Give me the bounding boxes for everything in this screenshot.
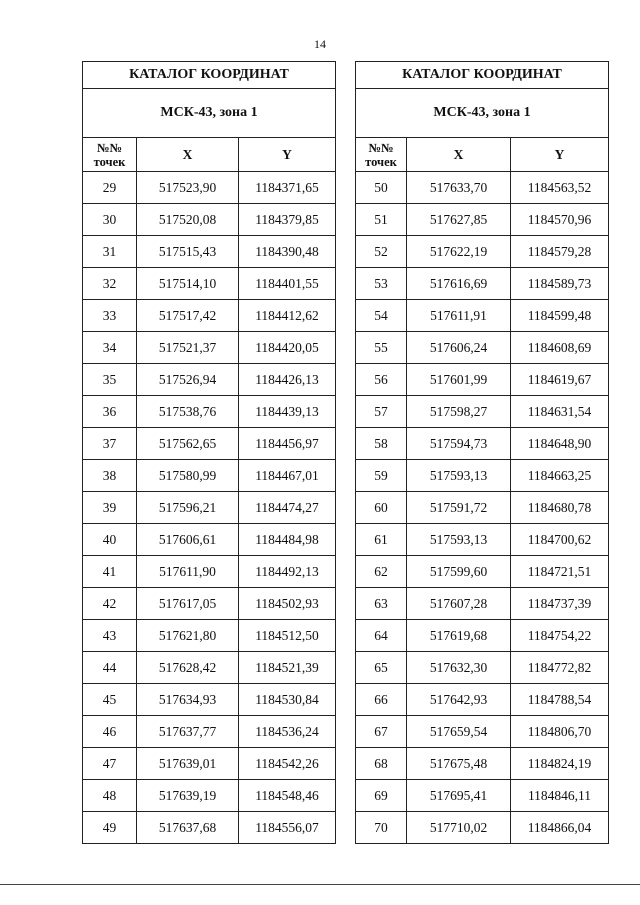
point-number-cell: 31 bbox=[83, 236, 137, 268]
y-coordinate-cell: 1184401,55 bbox=[239, 268, 336, 300]
point-number-cell: 70 bbox=[356, 812, 407, 844]
x-coordinate-cell: 517642,93 bbox=[407, 684, 511, 716]
point-number-cell: 60 bbox=[356, 492, 407, 524]
table-row bbox=[356, 812, 609, 844]
point-number-cell: 47 bbox=[83, 748, 137, 780]
y-coordinate-cell: 1184492,13 bbox=[239, 556, 336, 588]
table-row bbox=[356, 428, 609, 460]
coordinate-catalog-table-right bbox=[355, 61, 609, 844]
x-coordinate-cell: 517521,37 bbox=[137, 332, 239, 364]
point-number-cell: 43 bbox=[83, 620, 137, 652]
x-coordinate-cell: 517675,48 bbox=[407, 748, 511, 780]
point-number-cell: 64 bbox=[356, 620, 407, 652]
table-row bbox=[83, 300, 336, 332]
point-number-cell: 49 bbox=[83, 812, 137, 844]
y-coordinate-cell: 1184563,52 bbox=[511, 172, 609, 204]
point-number-cell: 66 bbox=[356, 684, 407, 716]
y-coordinate-cell: 1184542,26 bbox=[239, 748, 336, 780]
point-number-cell: 29 bbox=[83, 172, 137, 204]
point-number-cell: 40 bbox=[83, 524, 137, 556]
point-number-cell: 53 bbox=[356, 268, 407, 300]
table-row bbox=[83, 748, 336, 780]
x-coordinate-cell: 517596,21 bbox=[137, 492, 239, 524]
x-coordinate-cell: 517517,42 bbox=[137, 300, 239, 332]
y-coordinate-cell: 1184754,22 bbox=[511, 620, 609, 652]
x-coordinate-cell: 517599,60 bbox=[407, 556, 511, 588]
point-number-cell: 65 bbox=[356, 652, 407, 684]
column-header-y: Y bbox=[239, 138, 336, 172]
point-number-cell: 32 bbox=[83, 268, 137, 300]
y-coordinate-cell: 1184866,04 bbox=[511, 812, 609, 844]
y-coordinate-cell: 1184599,48 bbox=[511, 300, 609, 332]
y-coordinate-cell: 1184608,69 bbox=[511, 332, 609, 364]
x-coordinate-cell: 517520,08 bbox=[137, 204, 239, 236]
y-coordinate-cell: 1184474,27 bbox=[239, 492, 336, 524]
point-number-cell: 63 bbox=[356, 588, 407, 620]
table-subtitle: МСК-43, зона 1 bbox=[83, 89, 336, 138]
table-row bbox=[83, 204, 336, 236]
x-coordinate-cell: 517659,54 bbox=[407, 716, 511, 748]
x-coordinate-cell: 517622,19 bbox=[407, 236, 511, 268]
point-number-cell: 55 bbox=[356, 332, 407, 364]
point-number-cell: 41 bbox=[83, 556, 137, 588]
point-number-cell: 54 bbox=[356, 300, 407, 332]
table-row bbox=[356, 620, 609, 652]
table-row bbox=[356, 332, 609, 364]
point-number-cell: 30 bbox=[83, 204, 137, 236]
point-number-cell: 44 bbox=[83, 652, 137, 684]
x-coordinate-cell: 517606,24 bbox=[407, 332, 511, 364]
x-coordinate-cell: 517611,90 bbox=[137, 556, 239, 588]
y-coordinate-cell: 1184680,78 bbox=[511, 492, 609, 524]
table-row bbox=[356, 524, 609, 556]
table-row bbox=[83, 588, 336, 620]
column-header-x: X bbox=[137, 138, 239, 172]
y-coordinate-cell: 1184663,25 bbox=[511, 460, 609, 492]
x-coordinate-cell: 517514,10 bbox=[137, 268, 239, 300]
x-coordinate-cell: 517633,70 bbox=[407, 172, 511, 204]
table-row bbox=[83, 716, 336, 748]
x-coordinate-cell: 517538,76 bbox=[137, 396, 239, 428]
x-coordinate-cell: 517634,93 bbox=[137, 684, 239, 716]
table-row bbox=[356, 492, 609, 524]
y-coordinate-cell: 1184721,51 bbox=[511, 556, 609, 588]
x-coordinate-cell: 517562,65 bbox=[137, 428, 239, 460]
table-row bbox=[83, 780, 336, 812]
y-coordinate-cell: 1184556,07 bbox=[239, 812, 336, 844]
point-number-cell: 48 bbox=[83, 780, 137, 812]
y-coordinate-cell: 1184379,85 bbox=[239, 204, 336, 236]
table-row bbox=[83, 364, 336, 396]
x-coordinate-cell: 517526,94 bbox=[137, 364, 239, 396]
x-coordinate-cell: 517591,72 bbox=[407, 492, 511, 524]
point-number-cell: 36 bbox=[83, 396, 137, 428]
table-row bbox=[356, 556, 609, 588]
page-number: 14 bbox=[314, 37, 326, 51]
x-coordinate-cell: 517523,90 bbox=[137, 172, 239, 204]
y-coordinate-cell: 1184521,39 bbox=[239, 652, 336, 684]
y-coordinate-cell: 1184536,24 bbox=[239, 716, 336, 748]
y-coordinate-cell: 1184772,82 bbox=[511, 652, 609, 684]
y-coordinate-cell: 1184456,97 bbox=[239, 428, 336, 460]
y-coordinate-cell: 1184737,39 bbox=[511, 588, 609, 620]
y-coordinate-cell: 1184512,50 bbox=[239, 620, 336, 652]
point-number-cell: 38 bbox=[83, 460, 137, 492]
table-row bbox=[356, 684, 609, 716]
table-row bbox=[83, 428, 336, 460]
x-coordinate-cell: 517695,41 bbox=[407, 780, 511, 812]
y-coordinate-cell: 1184390,48 bbox=[239, 236, 336, 268]
point-number-cell: 39 bbox=[83, 492, 137, 524]
table-row bbox=[83, 396, 336, 428]
table-row bbox=[356, 364, 609, 396]
table-row bbox=[83, 236, 336, 268]
point-number-cell: 62 bbox=[356, 556, 407, 588]
y-coordinate-cell: 1184467,01 bbox=[239, 460, 336, 492]
column-header-point-number: №№ точек bbox=[356, 138, 407, 172]
table-row bbox=[356, 460, 609, 492]
x-coordinate-cell: 517627,85 bbox=[407, 204, 511, 236]
table-row bbox=[356, 300, 609, 332]
x-coordinate-cell: 517710,02 bbox=[407, 812, 511, 844]
x-coordinate-cell: 517621,80 bbox=[137, 620, 239, 652]
point-number-cell: 52 bbox=[356, 236, 407, 268]
x-coordinate-cell: 517593,13 bbox=[407, 460, 511, 492]
y-coordinate-cell: 1184548,46 bbox=[239, 780, 336, 812]
y-coordinate-cell: 1184579,28 bbox=[511, 236, 609, 268]
x-coordinate-cell: 517607,28 bbox=[407, 588, 511, 620]
x-coordinate-cell: 517639,01 bbox=[137, 748, 239, 780]
point-number-cell: 42 bbox=[83, 588, 137, 620]
point-number-cell: 51 bbox=[356, 204, 407, 236]
y-coordinate-cell: 1184846,11 bbox=[511, 780, 609, 812]
table-row bbox=[83, 268, 336, 300]
y-coordinate-cell: 1184589,73 bbox=[511, 268, 609, 300]
x-coordinate-cell: 517515,43 bbox=[137, 236, 239, 268]
x-coordinate-cell: 517637,68 bbox=[137, 812, 239, 844]
x-coordinate-cell: 517593,13 bbox=[407, 524, 511, 556]
y-coordinate-cell: 1184824,19 bbox=[511, 748, 609, 780]
point-number-cell: 35 bbox=[83, 364, 137, 396]
table-row bbox=[356, 652, 609, 684]
x-coordinate-cell: 517601,99 bbox=[407, 364, 511, 396]
footer-divider bbox=[0, 884, 640, 885]
y-coordinate-cell: 1184631,54 bbox=[511, 396, 609, 428]
table-row bbox=[356, 588, 609, 620]
table-row bbox=[83, 652, 336, 684]
point-number-cell: 56 bbox=[356, 364, 407, 396]
y-coordinate-cell: 1184648,90 bbox=[511, 428, 609, 460]
point-number-cell: 37 bbox=[83, 428, 137, 460]
x-coordinate-cell: 517619,68 bbox=[407, 620, 511, 652]
y-coordinate-cell: 1184412,62 bbox=[239, 300, 336, 332]
table-title: КАТАЛОГ КООРДИНАТ bbox=[83, 62, 336, 89]
point-number-cell: 34 bbox=[83, 332, 137, 364]
x-coordinate-cell: 517598,27 bbox=[407, 396, 511, 428]
x-coordinate-cell: 517632,30 bbox=[407, 652, 511, 684]
y-coordinate-cell: 1184426,13 bbox=[239, 364, 336, 396]
table-row bbox=[356, 716, 609, 748]
x-coordinate-cell: 517580,99 bbox=[137, 460, 239, 492]
x-coordinate-cell: 517637,77 bbox=[137, 716, 239, 748]
point-number-cell: 50 bbox=[356, 172, 407, 204]
y-coordinate-cell: 1184484,98 bbox=[239, 524, 336, 556]
point-number-cell: 46 bbox=[83, 716, 137, 748]
x-coordinate-cell: 517616,69 bbox=[407, 268, 511, 300]
y-coordinate-cell: 1184700,62 bbox=[511, 524, 609, 556]
point-number-cell: 67 bbox=[356, 716, 407, 748]
table-row bbox=[83, 172, 336, 204]
x-coordinate-cell: 517639,19 bbox=[137, 780, 239, 812]
y-coordinate-cell: 1184439,13 bbox=[239, 396, 336, 428]
table-row bbox=[356, 396, 609, 428]
point-number-cell: 45 bbox=[83, 684, 137, 716]
table-row bbox=[83, 620, 336, 652]
x-coordinate-cell: 517611,91 bbox=[407, 300, 511, 332]
x-coordinate-cell: 517606,61 bbox=[137, 524, 239, 556]
x-coordinate-cell: 517628,42 bbox=[137, 652, 239, 684]
coordinate-catalog-table-left bbox=[82, 61, 336, 844]
point-number-cell: 58 bbox=[356, 428, 407, 460]
table-row bbox=[356, 204, 609, 236]
table-row bbox=[83, 524, 336, 556]
column-header-point-number: №№ точек bbox=[83, 138, 137, 172]
table-row bbox=[356, 268, 609, 300]
table-row bbox=[83, 684, 336, 716]
table-title: КАТАЛОГ КООРДИНАТ bbox=[356, 62, 609, 89]
table-row bbox=[83, 492, 336, 524]
table-row bbox=[83, 812, 336, 844]
y-coordinate-cell: 1184570,96 bbox=[511, 204, 609, 236]
table-row bbox=[356, 748, 609, 780]
column-header-x: X bbox=[407, 138, 511, 172]
y-coordinate-cell: 1184371,65 bbox=[239, 172, 336, 204]
table-row bbox=[356, 236, 609, 268]
point-number-cell: 57 bbox=[356, 396, 407, 428]
table-row bbox=[83, 332, 336, 364]
table-row bbox=[356, 780, 609, 812]
y-coordinate-cell: 1184530,84 bbox=[239, 684, 336, 716]
table-row bbox=[356, 172, 609, 204]
point-number-cell: 61 bbox=[356, 524, 407, 556]
point-number-cell: 59 bbox=[356, 460, 407, 492]
y-coordinate-cell: 1184788,54 bbox=[511, 684, 609, 716]
point-number-cell: 33 bbox=[83, 300, 137, 332]
point-number-cell: 69 bbox=[356, 780, 407, 812]
y-coordinate-cell: 1184502,93 bbox=[239, 588, 336, 620]
column-header-y: Y bbox=[511, 138, 609, 172]
y-coordinate-cell: 1184420,05 bbox=[239, 332, 336, 364]
x-coordinate-cell: 517617,05 bbox=[137, 588, 239, 620]
table-row bbox=[83, 556, 336, 588]
table-subtitle: МСК-43, зона 1 bbox=[356, 89, 609, 138]
table-row bbox=[83, 460, 336, 492]
y-coordinate-cell: 1184619,67 bbox=[511, 364, 609, 396]
x-coordinate-cell: 517594,73 bbox=[407, 428, 511, 460]
y-coordinate-cell: 1184806,70 bbox=[511, 716, 609, 748]
point-number-cell: 68 bbox=[356, 748, 407, 780]
